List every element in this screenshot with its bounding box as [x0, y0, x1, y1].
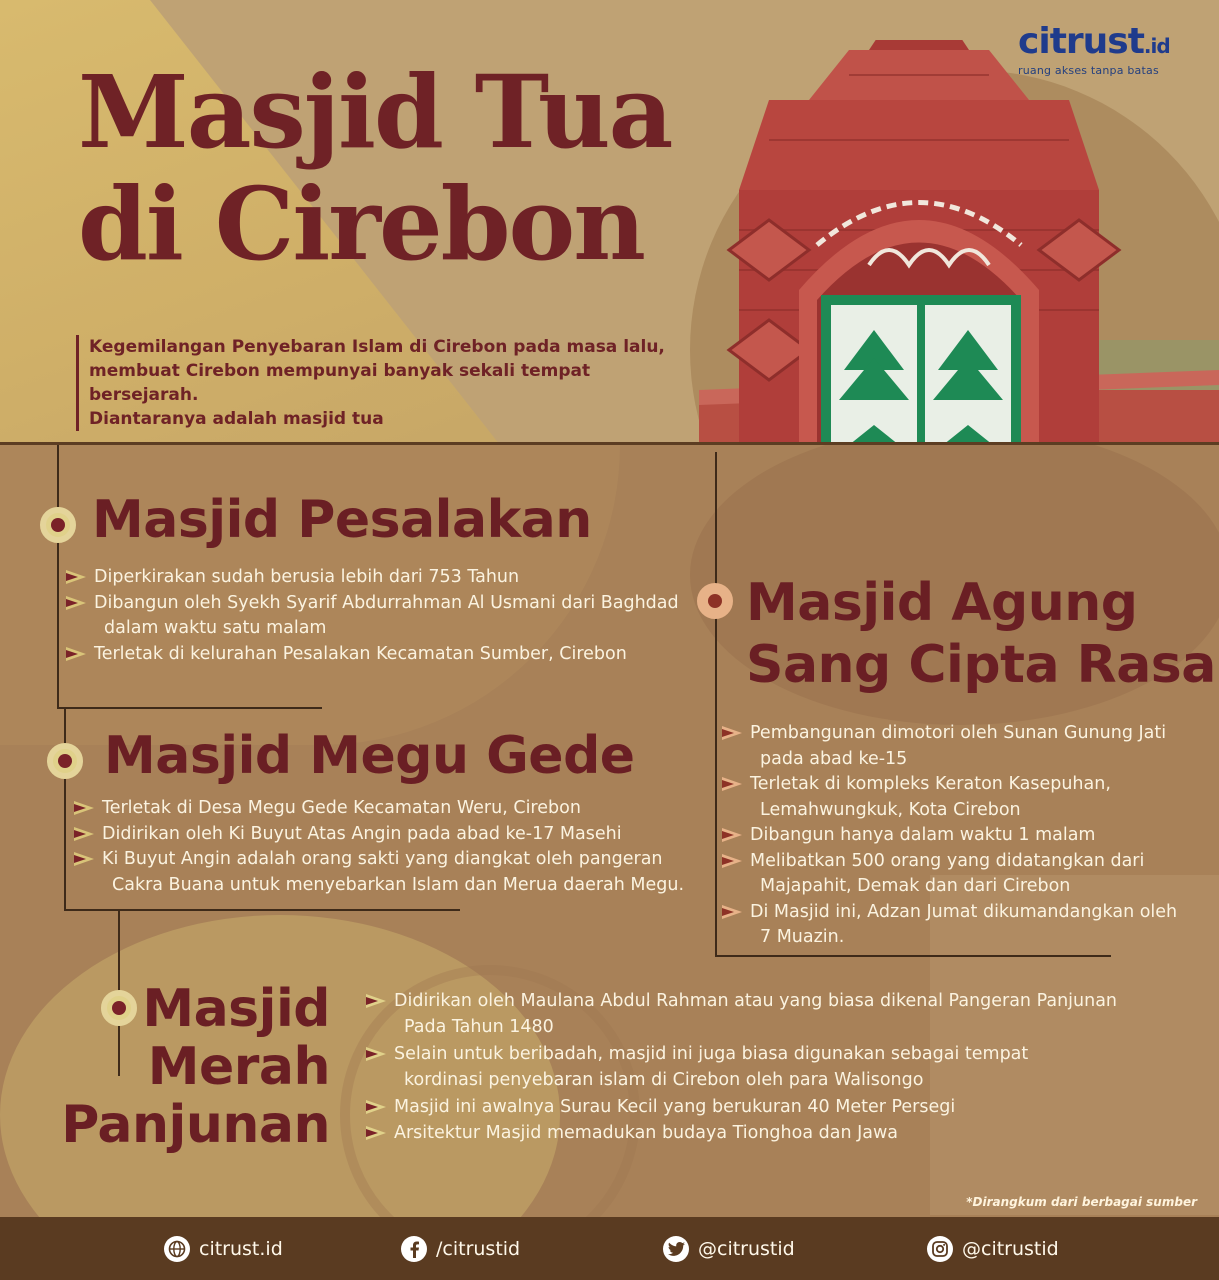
item-text: Dibangun hanya dalam waktu 1 malam — [750, 825, 1096, 845]
bullet-icon — [366, 1126, 386, 1140]
timeline-line — [64, 909, 460, 911]
item-text: Terletak di Desa Megu Gede Kecamatan Weru, Cirebon — [102, 798, 581, 818]
agung-title-line-2: Sang Cipta Rasa — [746, 635, 1216, 695]
bullet-icon — [366, 1047, 386, 1061]
footer-instagram-text: @citrustid — [962, 1238, 1059, 1260]
item-text-cont: pada abad ke-15 — [760, 748, 908, 769]
item-text: Melibatkan 500 orang yang didatangkan dari — [750, 850, 1145, 871]
logo-trust: trust — [1049, 21, 1144, 62]
list-item — [74, 822, 714, 848]
list-item — [66, 642, 706, 668]
bullet-icon — [66, 596, 86, 610]
item-text-cont: kordinasi penyebaran islam di Cirebon oleh para Walisongo — [404, 1069, 924, 1090]
citrust-logo — [1018, 22, 1170, 77]
bullet-icon — [722, 905, 742, 919]
title-line-2: di Cirebon — [78, 165, 644, 283]
item-text: Masjid ini awalnya Surau Kecil yang berukuran 40 Meter Persegi — [394, 1097, 956, 1117]
globe-icon — [164, 1236, 190, 1262]
instagram-icon — [927, 1236, 953, 1262]
merah-panjunan-list — [366, 989, 1196, 1146]
twitter-icon — [663, 1236, 689, 1262]
page-title — [78, 53, 672, 283]
timeline-dot — [40, 507, 76, 543]
list-item — [66, 565, 706, 591]
section-title-megu-gede: Masjid Megu Gede — [104, 726, 635, 786]
footer-website-link[interactable] — [164, 1236, 283, 1262]
agung-title-line-1: Masjid Agung — [746, 573, 1138, 633]
logo-ci: ci — [1018, 21, 1050, 62]
bullet-icon — [722, 726, 742, 740]
footer-instagram-link[interactable] — [927, 1236, 1059, 1262]
logo-tagline: ruang akses tanpa batas — [1018, 64, 1159, 77]
bullet-icon — [66, 647, 86, 661]
footer-twitter-link[interactable] — [663, 1236, 795, 1262]
bullet-icon — [74, 801, 94, 815]
timeline-dot — [47, 743, 83, 779]
item-text: Didirikan oleh Maulana Abdul Rahman atau yang biasa dikenal Pangeran Panjunan — [394, 991, 1118, 1011]
source-note: *Dirangkum dari berbagai sumber — [966, 1195, 1197, 1209]
bullet-icon — [722, 777, 742, 791]
item-text: Diperkirakan sudah berusia lebih dari 753 Tahun — [94, 567, 520, 587]
item-text: Di Masjid ini, Adzan Jumat dikumandangkan oleh — [750, 901, 1178, 922]
list-item — [722, 900, 1202, 951]
section-title-pesalakan: Masjid Pesalakan — [92, 490, 592, 550]
item-text-cont: Lemahwungkuk, Kota Cirebon — [760, 799, 1021, 820]
item-text-cont: 7 Muazin. — [760, 927, 845, 947]
agung-list — [722, 721, 1202, 951]
bullet-icon — [74, 852, 94, 866]
timeline-line — [57, 707, 322, 709]
list-item — [366, 1095, 1196, 1121]
item-text: Selain untuk beribadah, masjid ini juga biasa digunakan sebagai tempat — [394, 1044, 1029, 1064]
timeline-line — [715, 452, 717, 956]
item-text-cont: Majapahit, Demak dan dari Cirebon — [760, 876, 1071, 896]
item-text: Terletak di kompleks Keraton Kasepuhan, — [750, 774, 1111, 794]
megu-gede-list — [74, 796, 714, 898]
list-item — [366, 989, 1196, 1040]
footer-facebook-text: /citrustid — [436, 1238, 521, 1260]
list-item — [366, 1042, 1196, 1093]
item-text-cont: dalam waktu satu malam — [104, 618, 327, 638]
pesalakan-list — [66, 565, 706, 667]
item-text: Ki Buyut Angin adalah orang sakti yang diangkat oleh pangeran — [102, 849, 663, 869]
footer-facebook-link[interactable] — [401, 1236, 520, 1262]
mosque-gate-illustration — [699, 40, 1219, 445]
footer-website-text: citrust.id — [199, 1238, 283, 1260]
bullet-icon — [366, 994, 386, 1008]
facebook-icon — [401, 1236, 427, 1262]
bullet-icon — [722, 854, 742, 868]
bullet-icon — [366, 1100, 386, 1114]
item-text: Arsitektur Masjid memadukan budaya Tionghoa dan Jawa — [394, 1122, 899, 1143]
merah-title-line-1: Masjid — [142, 979, 330, 1039]
intro-line-1: Kegemilangan Penyebaran Islam di Cirebon pada masa lalu, — [89, 337, 665, 357]
timeline-line — [64, 709, 66, 911]
bullet-icon — [74, 827, 94, 841]
timeline-line — [57, 445, 59, 707]
list-item — [74, 847, 714, 898]
intro-text — [76, 335, 676, 431]
logo-wordmark — [1018, 22, 1170, 66]
title-line-1: Masjid Tua — [78, 53, 672, 171]
header — [0, 0, 1219, 445]
timeline-line — [715, 955, 1111, 957]
list-item — [74, 796, 714, 822]
intro-line-3: Diantaranya adalah masjid tua — [89, 409, 384, 429]
merah-title-line-2: Merah — [147, 1037, 330, 1097]
merah-title-line-3: Panjunan — [61, 1095, 330, 1155]
bullet-icon — [722, 828, 742, 842]
list-item — [722, 849, 1202, 900]
intro-line-2: membuat Cirebon mempunyai banyak sekali tempat bersejarah. — [89, 361, 591, 405]
list-item — [722, 823, 1202, 849]
list-item — [722, 721, 1202, 772]
footer-twitter-text: @citrustid — [698, 1238, 795, 1260]
bullet-icon — [66, 570, 86, 584]
item-text-cont: Pada Tahun 1480 — [404, 1016, 554, 1037]
footer — [0, 1217, 1219, 1280]
item-text: Dibangun oleh Syekh Syarif Abdurrahman Al Usmani dari Baghdad — [94, 592, 679, 613]
item-text: Terletak di kelurahan Pesalakan Kecamatan Sumber, Cirebon — [94, 643, 627, 664]
section-title-merah-panjunan — [40, 980, 330, 1154]
list-item — [722, 772, 1202, 823]
section-title-agung — [746, 572, 1216, 696]
timeline-dot — [697, 583, 733, 619]
logo-tld: .id — [1143, 34, 1170, 58]
list-item — [66, 591, 706, 642]
item-text: Didirikan oleh Ki Buyut Atas Angin pada abad ke-17 Masehi — [102, 823, 622, 844]
list-item — [366, 1121, 1196, 1147]
item-text-cont: Cakra Buana untuk menyebarkan Islam dan Merua daerah Megu. — [112, 874, 685, 895]
item-text: Pembangunan dimotori oleh Sunan Gunung Jati — [750, 723, 1167, 743]
